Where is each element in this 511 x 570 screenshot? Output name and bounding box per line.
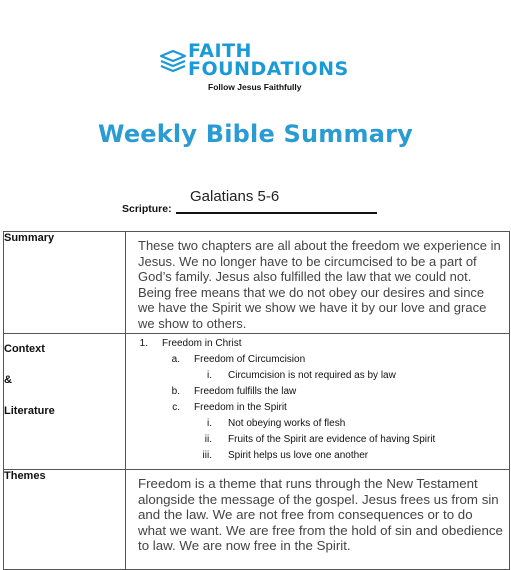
outline-number: i. xyxy=(207,370,212,381)
outline-number: c. xyxy=(172,402,180,413)
scripture-value[interactable]: Galatians 5-6 xyxy=(190,188,280,205)
outline-number: i. xyxy=(207,418,212,429)
outline-number: a. xyxy=(171,354,180,365)
outline-item xyxy=(126,400,509,416)
context-label xyxy=(4,334,126,470)
summary-cell[interactable] xyxy=(126,232,510,334)
context-label-line1: Context xyxy=(4,343,45,355)
summary-label: Summary xyxy=(4,232,126,334)
context-cell[interactable] xyxy=(126,334,510,470)
book-stack-icon xyxy=(158,47,188,77)
faith-foundations-logo xyxy=(158,40,358,96)
outline-item xyxy=(126,352,509,368)
outline-text: Not obeying works of flesh xyxy=(228,418,346,429)
context-label-line3: Literature xyxy=(4,405,55,417)
outline-text: Freedom fulfills the law xyxy=(194,386,297,397)
themes-row xyxy=(4,470,510,570)
outline-number: iii. xyxy=(202,450,212,461)
outline-item xyxy=(126,416,509,432)
outline-text: Fruits of the Spirit are evidence of having Spirit xyxy=(228,434,436,445)
logo-line-foundations: FOUNDATIONS xyxy=(188,58,349,80)
themes-label: Themes xyxy=(4,470,126,570)
outline-text: Circumcision is not required as by law xyxy=(228,370,396,381)
outline-item xyxy=(126,368,509,384)
outline-text: Freedom in the Spirit xyxy=(194,402,287,413)
outline-item xyxy=(126,448,509,464)
outline-item xyxy=(126,432,509,448)
page-title: Weekly Bible Summary xyxy=(98,120,413,148)
context-label-ampersand: & xyxy=(4,374,12,386)
summary-row xyxy=(4,232,510,334)
bible-summary-table xyxy=(3,231,510,570)
scripture-underline xyxy=(176,212,377,214)
outline-item xyxy=(126,336,509,352)
logo-line-faith: FAITH xyxy=(188,40,252,62)
outline-text: Spirit helps us love one another xyxy=(228,450,369,461)
context-outline xyxy=(126,334,509,468)
outline-number: ii. xyxy=(204,434,212,445)
themes-text: Freedom is a theme that runs through the New Testament alongside the message of the gospel. Jesus frees us from sin and the law. We are not free from consequences or to do what we want. We are free from the hold of sin and obedience to law. We are now free in the Spirit. xyxy=(138,476,503,553)
context-row xyxy=(4,334,510,470)
summary-text: These two chapters are all about the freedom we experience in Jesus. We no longer have to be circumcised to be a part of God’s family. Jesus also fulfilled the law that we could not. Being free means that we do not obey our desires and since we have the Spirit we show we have it by our love and grace we show to others. xyxy=(138,238,501,331)
scripture-label: Scripture: xyxy=(122,203,172,215)
outline-item xyxy=(126,384,509,400)
logo-tagline: Follow Jesus Faithfully xyxy=(208,82,302,92)
themes-cell[interactable] xyxy=(126,470,510,570)
outline-text: Freedom in Christ xyxy=(162,338,242,349)
outline-number: b. xyxy=(171,386,180,397)
outline-number: 1. xyxy=(139,338,148,349)
outline-text: Freedom of Circumcision xyxy=(194,354,306,365)
